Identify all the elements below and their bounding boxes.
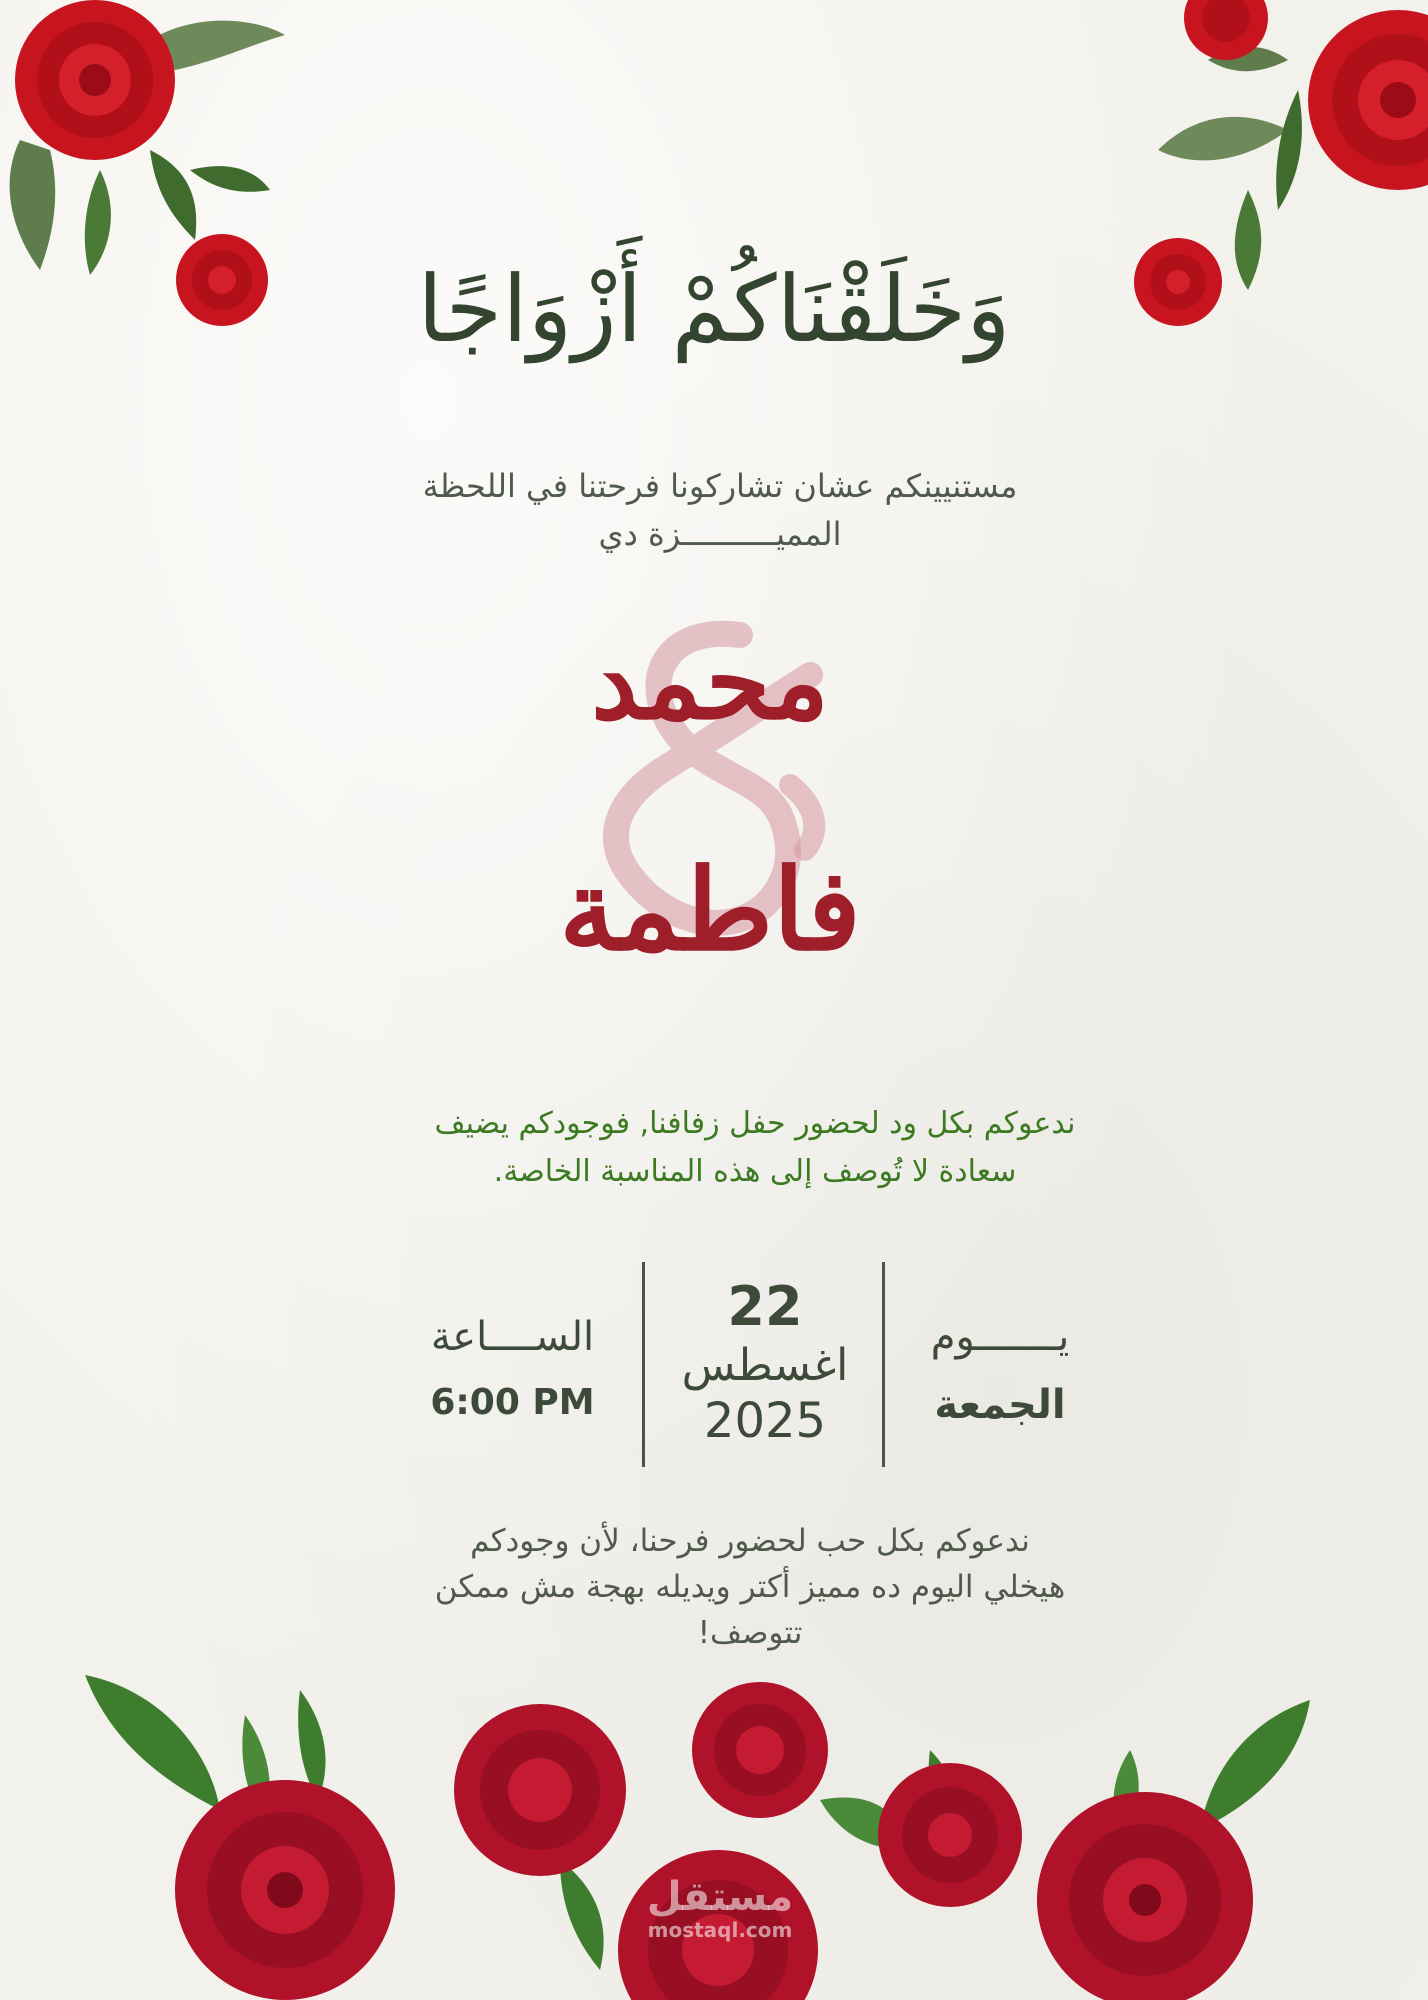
time-value: 6:00 PM [430,1382,595,1423]
invitation-text [350,1100,1160,1196]
roses-bottom [0,1660,1428,2000]
closing-line-2: هيخلي اليوم ده مميز أكتر ويديله بهجة مش ممكن [434,1569,1066,1605]
intro-line-2: المميــــــــــزة دي [598,515,842,553]
intro-text [370,462,1070,558]
date-column [660,1262,870,1467]
day-label: يـــــــوم [930,1314,1070,1360]
watermark [620,1875,820,1941]
time-label: الســــاعة [430,1314,595,1360]
couple-names [520,615,900,1005]
groom-name: محمد [591,620,829,743]
time-column [380,1262,645,1467]
day-value: الجمعة [934,1382,1066,1428]
date-month: اغسطس [681,1340,849,1391]
invitation-line-2: سعادة لا تُوصف إلى هذه المناسبة الخاصة. [493,1154,1017,1189]
quran-verse: وَخَلَقْنَاكُمْ أَزْوَاجًا [417,256,1011,363]
divider-line [882,1262,885,1467]
date-day: 22 [727,1275,803,1338]
closing-line-1: ندعوكم بكل حب لحضور فرحنا، لأن وجودكم [470,1523,1030,1559]
invitation-line-1: ندعوكم بكل ود لحضور حفل زفافنا, فوجودكم يضيف [434,1106,1076,1141]
intro-line-1: مستنيينكم عشان تشاركونا فرحتنا في اللحظة [422,467,1018,505]
bride-name: فاطمة [559,845,861,976]
day-column [900,1262,1100,1467]
watermark-brand: مستقل [646,1874,794,1920]
watermark-url: mostaql.com [647,1918,793,1942]
event-details [380,1262,1100,1467]
closing-line-3: تتوصف! [697,1615,803,1651]
date-year: 2025 [703,1393,827,1449]
closing-text [380,1518,1120,1656]
